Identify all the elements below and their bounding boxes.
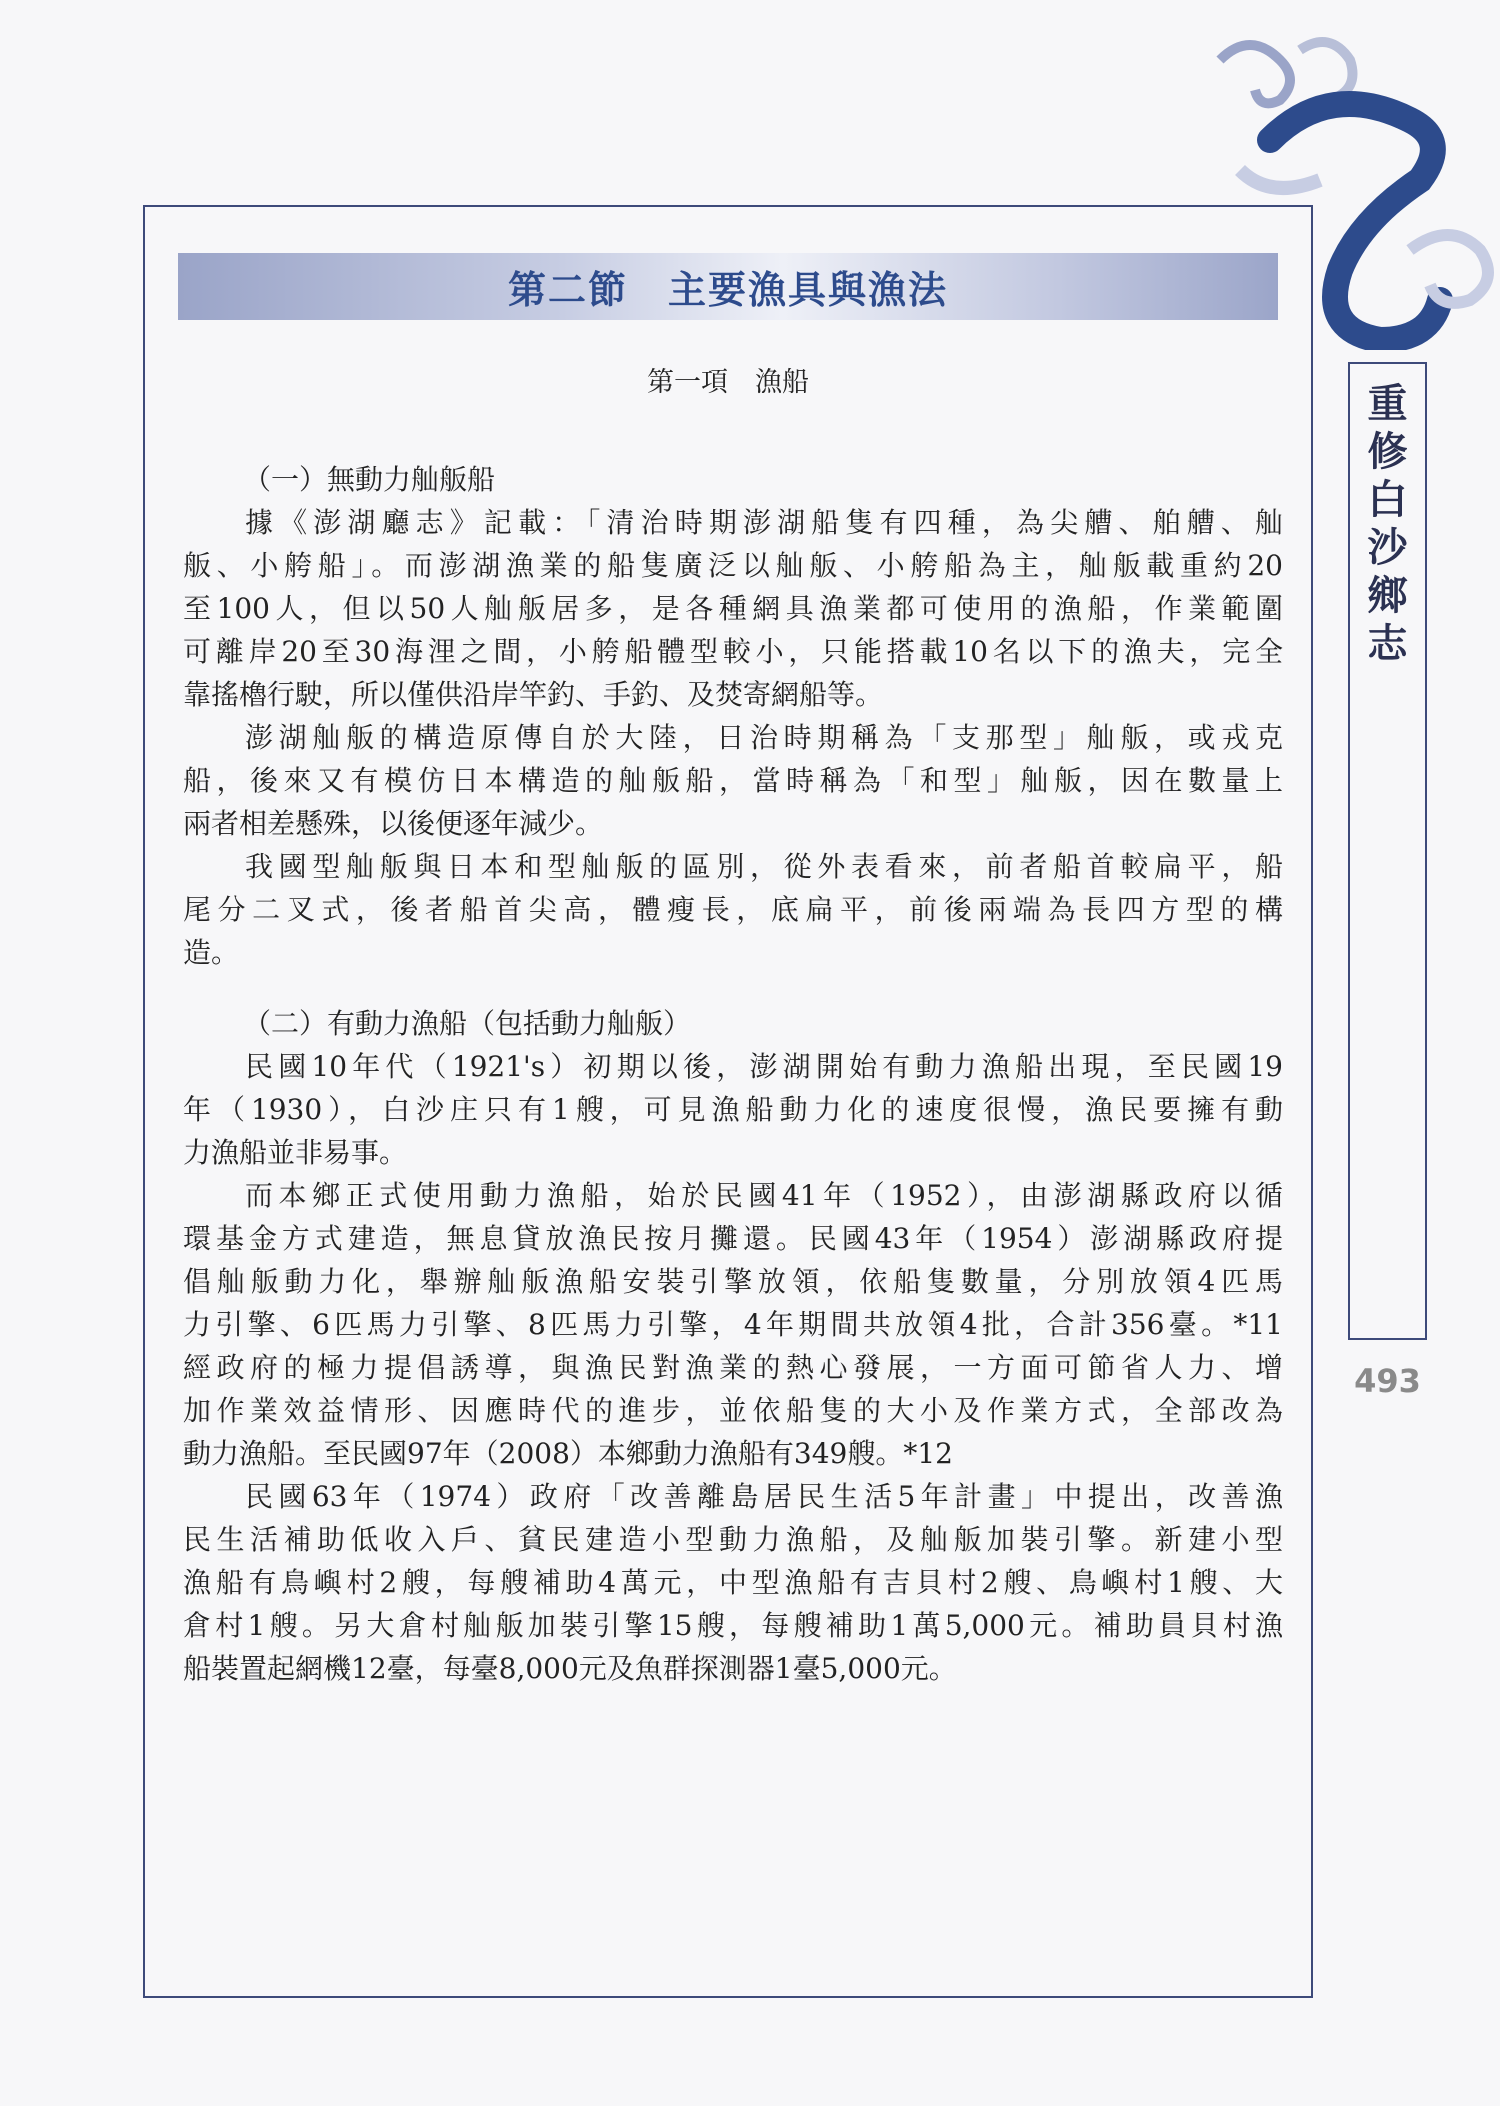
paragraph-line: 民國63年（1974）政府「改善離島居民生活5年計畫」中提出，改善漁 xyxy=(245,1480,1283,1513)
paragraph-line: 環基金方式建造，無息貸放漁民按月攤還。民國43年（1954）澎湖縣政府提 xyxy=(183,1222,1283,1255)
paragraph-line: 兩者相差懸殊，以後便逐年減少。 xyxy=(183,807,604,840)
paragraph-line: 民生活補助低收入戶、貧民建造小型動力漁船，及舢舨加裝引擎。新建小型 xyxy=(183,1523,1283,1556)
body-text xyxy=(183,452,1283,1690)
section-title: 第二節 主要漁具與漁法 xyxy=(507,267,948,312)
paragraph-line: 船裝置起網機12臺，每臺8,000元及魚群探測器1臺5,000元。 xyxy=(183,1652,957,1685)
paragraph-line: 我國型舢舨與日本和型舢舨的區別，從外表看來，前者船首較扁平，船 xyxy=(245,850,1283,883)
side-title-char: 修 xyxy=(1367,428,1408,475)
side-title-char: 重 xyxy=(1367,380,1408,427)
paragraph-line: 力引擎、6匹馬力引擎、8匹馬力引擎，4年期間共放領4批，合計356臺。*11 xyxy=(183,1308,1283,1341)
paragraph-line: 據《澎湖廳志》記載：「清治時期澎湖船隻有四種，為尖艚、舶艚、舢 xyxy=(245,506,1283,539)
paragraph-line: 可離岸20至30海浬之間，小舿船體型較小，只能搭載10名以下的漁夫，完全 xyxy=(183,635,1283,668)
paragraph-line: 靠搖櫓行駛，所以僅供沿岸竿釣、手釣、及焚寄網船等。 xyxy=(183,678,884,711)
paragraph-line: 而本鄉正式使用動力漁船，始於民國41年（1952），由澎湖縣政府以循 xyxy=(245,1179,1283,1212)
paragraph-line: 經政府的極力提倡誘導，與漁民對漁業的熱心發展，一方面可節省人力、增 xyxy=(183,1351,1283,1384)
paragraph-line: 舨、小舿船」。而澎湖漁業的船隻廣泛以舢舨、小舿船為主，舢舨載重約20 xyxy=(183,549,1283,582)
paragraph-line: 年（1930），白沙庄只有1艘，可見漁船動力化的速度很慢，漁民要擁有動 xyxy=(183,1093,1283,1126)
side-title-char: 鄉 xyxy=(1367,572,1408,619)
paragraph-line: 力漁船並非易事。 xyxy=(183,1136,408,1169)
paragraph-line: 倉村1艘。另大倉村舢舨加裝引擎15艘，每艘補助1萬5,000元。補助員貝村漁 xyxy=(183,1609,1283,1642)
paragraph-line: 船，後來又有模仿日本構造的舢舨船，當時稱為「和型」舢舨，因在數量上 xyxy=(183,764,1283,797)
subsection-title: 第一項 漁船 xyxy=(647,367,809,398)
side-title xyxy=(1352,380,1423,668)
subheading: （二）有動力漁船（包括動力舢舨） xyxy=(243,1007,692,1040)
paragraph-line: 造。 xyxy=(183,936,240,969)
paragraph-line: 民國10年代（1921's）初期以後，澎湖開始有動力漁船出現，至民國19 xyxy=(245,1050,1283,1083)
subheading: （一）無動力舢舨船 xyxy=(243,463,496,496)
paragraph-line: 至100人，但以50人舢舨居多，是各種網具漁業都可使用的漁船，作業範圍 xyxy=(183,592,1283,625)
paragraph-line: 澎湖舢舨的構造原傳自於大陸，日治時期稱為「支那型」舢舨，或戎克 xyxy=(245,721,1283,754)
side-title-char: 志 xyxy=(1367,620,1408,667)
section-title-band xyxy=(178,253,1278,320)
paragraph-line: 動力漁船。至民國97年（2008）本鄉動力漁船有349艘。*12 xyxy=(183,1437,953,1470)
side-title-char: 白 xyxy=(1367,476,1408,523)
paragraph-line: 漁船有鳥嶼村2艘，每艘補助4萬元，中型漁船有吉貝村2艘、鳥嶼村1艘、大 xyxy=(183,1566,1283,1599)
paragraph-line: 倡舢舨動力化，舉辦舢舨漁船安裝引擎放領，依船隻數量，分別放領4匹馬 xyxy=(183,1265,1283,1298)
page-number: 493 xyxy=(1354,1362,1421,1400)
paragraph-line: 加作業效益情形、因應時代的進步，並依船隻的大小及作業方式，全部改為 xyxy=(183,1394,1283,1427)
paragraph-line: 尾分二叉式，後者船首尖高，體瘦長，底扁平，前後兩端為長四方型的構 xyxy=(183,893,1283,926)
side-title-char: 沙 xyxy=(1367,524,1408,571)
